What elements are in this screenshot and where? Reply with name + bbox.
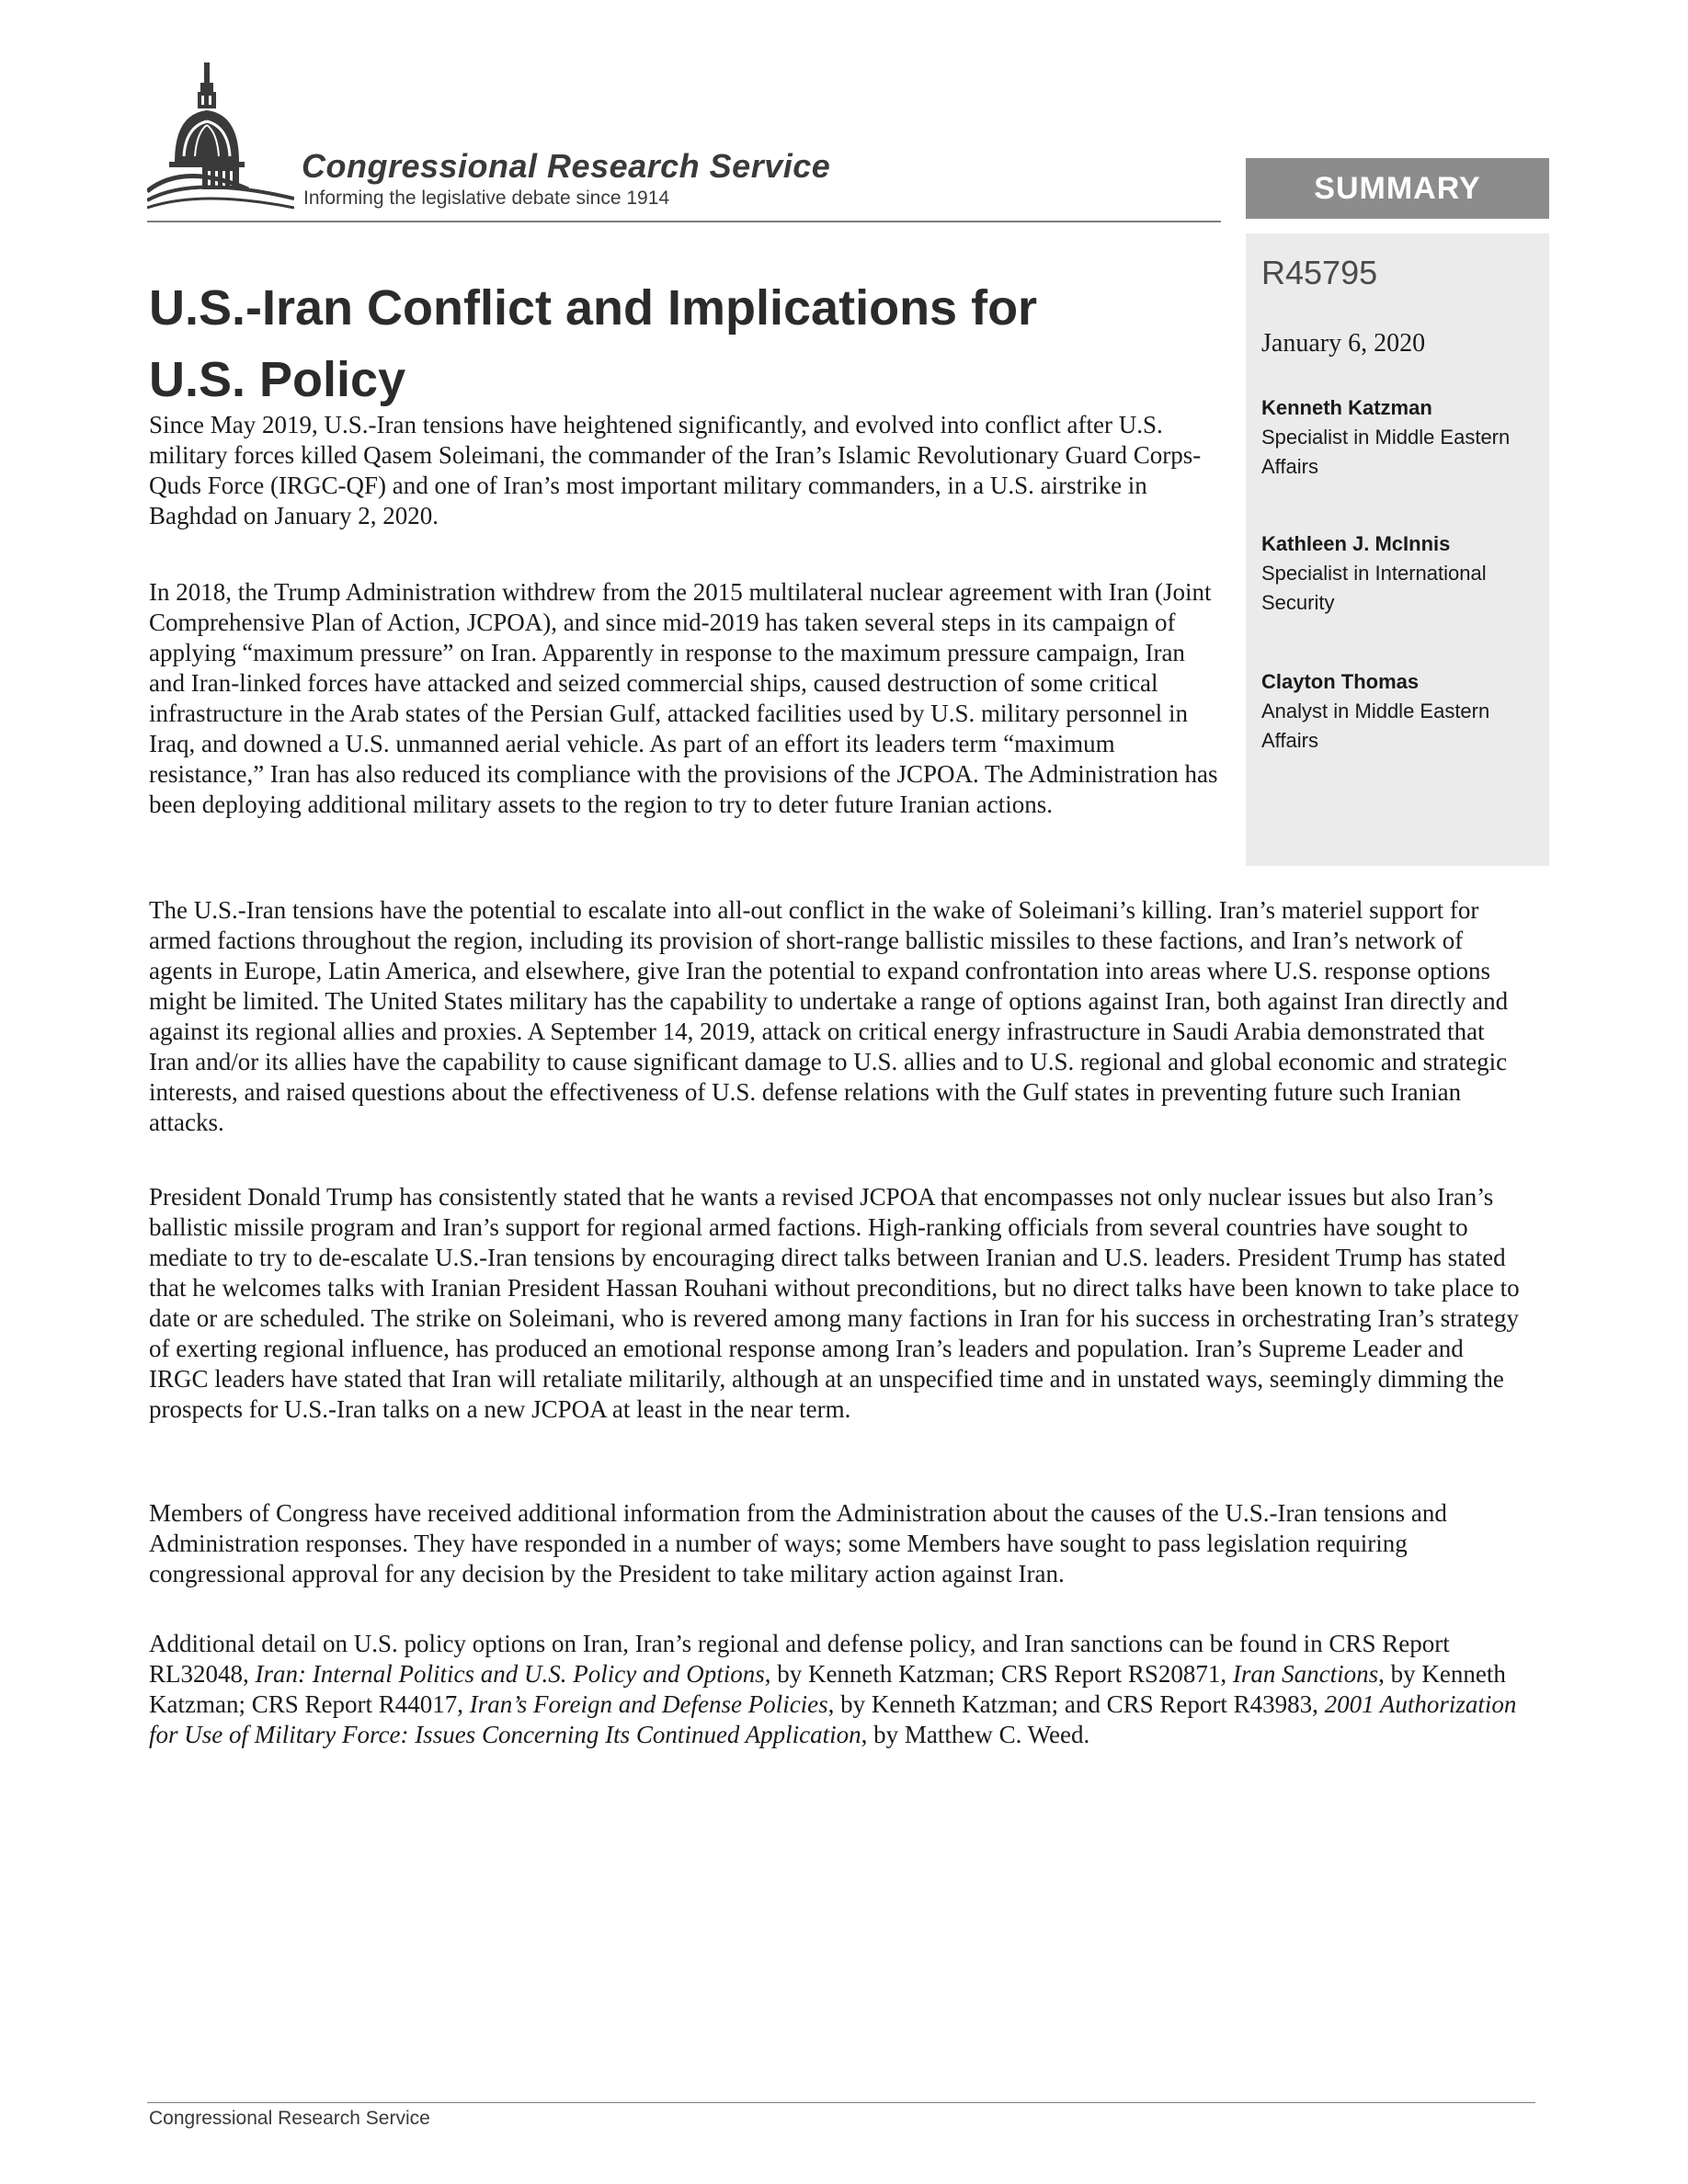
report-date: January 6, 2020 [1261,329,1426,358]
author-title: Specialist in Middle Eastern Affairs [1261,426,1511,478]
body-paragraph: President Donald Trump has consistently stated that he wants a revised JCPOA that encompasses not only nuclear issues but also Iran’s ballistic missile program and Iran’s support for regional armed factions. High-ranking officials from several countries have sought to mediate to try to de-escalate U.S.-Iran tensions by encouraging direct talks between Iranian and U.S. leaders. President Trump has stated that he welcomes talks with Iranian President Hassan Rouhani without preconditions, but no direct talks have been known to take place to date or are scheduled. The strike on Soleimani, who is revered among many factions in Iran for his success in orchestrating Iran’s strategy of exerting regional influence, has produced an emotional response among Iran’s leaders and population. Iran’s Supreme Leader and IRGC leaders have stated that Iran will retaliate militarily, although at an unspecified time and in unstated ways, seemingly dimming the prospects for U.S.-Iran talks on a new JCPOA at least in the near term. [149,1183,1520,1423]
author-name: Kenneth Katzman [1261,396,1432,419]
capitol-dome-icon [147,61,294,217]
header-divider [147,221,1221,222]
ref-text: , by Kenneth Katzman; and CRS Report R43983, [827,1690,1325,1718]
author-name: Kathleen J. McInnis [1261,532,1451,555]
page-title: U.S.-Iran Conflict and Implications for U.S. Policy [149,280,1038,407]
ref-text: , by Kenneth Katzman; CRS Report R44017, [149,1660,1506,1718]
author-name: Clayton Thomas [1261,670,1420,693]
report-title-ref: 2001 Authorization for Use of Military Force: Issues Concerning Its Continued Application [149,1690,1517,1748]
org-name: Congressional Research Service [302,147,831,185]
author-block [1261,667,1542,756]
ref-text: Additional detail on U.S. policy options on Iran, Iran’s regional and defense policy, and Iran sanctions can be found in CRS Report RL32048, [149,1630,1450,1688]
footer-divider [147,2102,1535,2103]
report-title-ref: Iran Sanctions [1232,1660,1379,1688]
org-tagline: Informing the legislative debate since 1914 [303,188,670,209]
author-title: Analyst in Middle Eastern Affairs [1261,700,1490,752]
body-paragraph: Members of Congress have received additional information from the Administration about the causes of the U.S.-Iran tensions and Administration responses. They have responded in a number of ways; some Members have sought to pass legislation requiring congressional approval for any decision by the President to take military action against Iran. [149,1499,1447,1587]
author-block [1261,529,1542,618]
footer-text: Congressional Research Service [149,2108,430,2129]
body-paragraph: The U.S.-Iran tensions have the potential to escalate into all-out conflict in the wake of Soleimani’s killing. Iran’s materiel support for armed factions throughout the region, including its provision of short-range ballistic missiles to these factions, and Iran’s network of agents in Europe, Latin America, and elsewhere, give Iran the potential to expand confrontation into areas where U.S. response options might be limited. The United States military has the capability to undertake a range of options against Iran, both against Iran directly and against its regional allies and proxies. A September 14, 2019, attack on critical energy infrastructure in Saudi Arabia demonstrated that Iran and/or its allies have the capability to cause significant damage to U.S. allies and to U.S. regional and global economic and strategic interests, and raised questions about the effectiveness of U.S. defense relations with the Gulf states in preventing future such Iranian attacks. [149,896,1509,1136]
ref-text: , by Matthew C. Weed. [861,1721,1090,1748]
author-block [1261,393,1542,482]
report-title-ref: Iran: Internal Politics and U.S. Policy and Options [255,1660,765,1688]
body-paragraph-references [149,1629,1528,1750]
report-title-ref: Iran’s Foreign and Defense Policies [469,1690,828,1718]
report-number: R45795 [1261,254,1378,291]
summary-banner: SUMMARY [1246,158,1549,219]
ref-text: , by Kenneth Katzman; CRS Report RS20871, [764,1660,1233,1688]
author-title: Specialist in International Security [1261,562,1487,614]
body-paragraph: In 2018, the Trump Administration withdrew from the 2015 multilateral nuclear agreement with Iran (Joint Comprehensive Plan of Action, JCPOA), and since mid-2019 has taken several steps in its campaign of applying “maximum pressure” on Iran. Apparently in response to the maximum pressure campaign, Iran and Iran-linked forces have attacked and seized commercial ships, caused destruction of some critical infrastructure in the Arab states of the Persian Gulf, attacked facilities used by U.S. military personnel in Iraq, and downed a U.S. unmanned aerial vehicle. As part of an effort its leaders term “maximum resistance,” Iran has also reduced its compliance with the provisions of the JCPOA. The Administration has been deploying additional military assets to the region to try to deter future Iranian actions. [149,578,1218,818]
body-paragraph: Since May 2019, U.S.-Iran tensions have heightened significantly, and evolved into conflict after U.S. military forces killed Qasem Soleimani, the commander of the Iran’s Islamic Revolutionary Guard Corps-Quds Force (IRGC-QF) and one of Iran’s most important military commanders, in a U.S. airstrike in Baghdad on January 2, 2020. [149,411,1202,529]
